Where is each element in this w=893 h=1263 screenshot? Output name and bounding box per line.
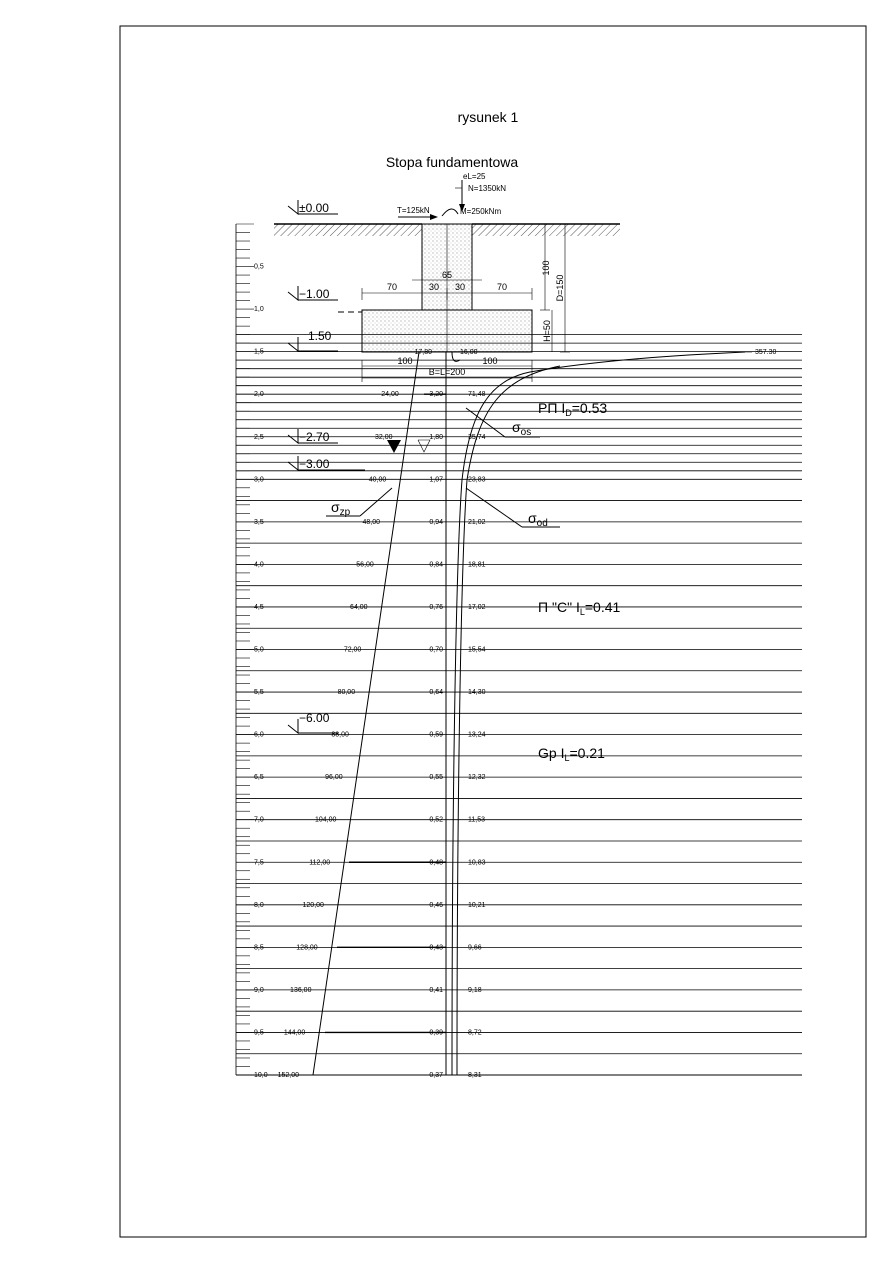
dim-30-left: 30 — [428, 282, 440, 292]
depth-label: 6,5 — [254, 774, 264, 782]
sigma-od-value: 15,54 — [468, 646, 486, 654]
dim-D: D=150 — [555, 274, 565, 302]
coefficient-value: 1,80 — [429, 433, 443, 441]
depth-label: 7,0 — [254, 816, 264, 824]
dim-B-L: B=L=200 — [428, 367, 466, 377]
loads — [397, 172, 506, 220]
sigma-zp-value: 136,00 — [290, 986, 312, 994]
coefficient-value: 0,41 — [429, 986, 443, 994]
load-M: M=250kNm — [460, 207, 502, 216]
load-eL: eL=25 — [463, 172, 486, 181]
level-minus-6: −6.00 — [299, 711, 330, 725]
coefficient-value: 0,48 — [429, 859, 443, 867]
depth-label: 3,0 — [254, 476, 264, 484]
dim-100-right: 100 — [482, 356, 498, 366]
sigma-zp-value: 64,00 — [350, 603, 368, 611]
coefficient-value: 0,39 — [429, 1029, 443, 1037]
load-N: N=1350kN — [468, 184, 507, 193]
depth-grid — [236, 224, 802, 1075]
sigma-zp-top: 17,80 — [414, 349, 432, 356]
coefficient-value: 0,84 — [429, 561, 443, 569]
sigma-od-label: $\sigma_{od}$ — [528, 510, 548, 529]
level-minus-1: −1.00 — [299, 287, 330, 301]
depth-label: 5,5 — [254, 689, 264, 697]
coefficient-value: 3,20 — [429, 391, 443, 399]
sigma-od-value: 18,81 — [468, 561, 486, 569]
depth-label: 3,5 — [254, 518, 264, 526]
depth-label: 10,0 — [254, 1072, 268, 1079]
depth-label: 2,5 — [254, 433, 264, 441]
dim-100-vertical: 100 — [541, 260, 551, 276]
coefficient-value: 1,07 — [429, 476, 443, 484]
coefficient-value: 0,55 — [429, 774, 443, 782]
sigma-zp-value: 88,00 — [331, 731, 349, 739]
sigma-zp-value: 152,00 — [277, 1072, 299, 1079]
sigma-zp-value: 144,00 — [283, 1029, 306, 1037]
sigma-zp-value: 128,00 — [296, 944, 318, 952]
sigma-zp-value: 96,00 — [325, 774, 343, 782]
coefficient-value: 0,37 — [429, 1072, 443, 1079]
depth-label: 4,5 — [254, 603, 264, 611]
water-table-open-icon — [418, 440, 430, 452]
sigma-zp-value: 112,00 — [309, 859, 331, 867]
level-minus-2-70: −2.70 — [299, 430, 330, 444]
depth-label: 1,0 — [254, 306, 264, 314]
sigma-od-value: 12,32 — [468, 774, 486, 782]
coefficient-value: 0,76 — [429, 603, 443, 611]
sigma-od-value: 35,74 — [468, 433, 486, 441]
dim-65: 65 — [441, 270, 453, 280]
level-ground: ±0.00 — [299, 201, 329, 215]
coefficient-value: 0,64 — [429, 689, 443, 697]
ground-hatch-right — [472, 224, 620, 236]
water-table-icon — [387, 440, 401, 453]
soil-layer-1: PΠ $I_D=0.53$ — [538, 400, 608, 418]
sigma-od-value: 17,02 — [468, 603, 486, 611]
sigma-zp-value: 32,00 — [374, 433, 393, 441]
depth-label: 8,0 — [254, 901, 264, 909]
depth-label: 0,5 — [254, 263, 264, 271]
sigma-zp-label: $\sigma_{zp}$ — [331, 499, 351, 518]
depth-label: 2,0 — [254, 391, 264, 399]
coefficient-value: 0,43 — [429, 944, 443, 952]
sigma-zp-value: 104,00 — [314, 816, 337, 824]
coefficient-value: 0,59 — [429, 731, 443, 739]
ground-hatch-left — [274, 224, 422, 236]
depth-label: 7,5 — [254, 859, 264, 867]
level-1-50: 1.50 — [308, 329, 332, 343]
sigma-zp-value: 120,00 — [302, 901, 324, 909]
dim-70-left: 70 — [386, 282, 398, 292]
soil-layer-2: Π "C" $I_L=0.41$ — [538, 599, 621, 617]
sigma-od-value: 9,66 — [468, 944, 482, 952]
sigma-zp-value: 72,00 — [343, 646, 362, 654]
sigma-zp-value: 40,00 — [368, 476, 387, 484]
sigma-od-value: 8,72 — [468, 1029, 482, 1037]
sigma-od-value: 14,30 — [468, 689, 486, 697]
sigma-os-top: 16,00 — [460, 349, 478, 356]
sigma-od-value: 23,83 — [468, 476, 486, 484]
sigma-zp-value: 80,00 — [337, 689, 356, 697]
depth-label: 4,0 — [254, 561, 264, 569]
depth-label: 9,0 — [254, 986, 264, 994]
level-minus-3: −3.00 — [299, 457, 330, 471]
depth-label: 5,0 — [254, 646, 264, 654]
sigma-od-value: 11,53 — [468, 816, 485, 824]
coefficient-value: 0,94 — [429, 518, 443, 526]
sigma-od-value: 13,24 — [468, 731, 486, 739]
load-T: T=125kN — [397, 206, 430, 215]
coefficient-value: 0,52 — [429, 816, 443, 824]
sigma-od-value: 10,21 — [468, 901, 486, 909]
drawing-title: rysunek 1 — [457, 109, 519, 125]
depth-label: 9,5 — [254, 1029, 264, 1037]
depth-label: 6,0 — [254, 731, 264, 739]
sigma-od-value: 8,31 — [468, 1072, 482, 1079]
sigma-max: 357.30 — [755, 349, 777, 356]
soil-layer-3: Gp $I_L=0.21$ — [538, 745, 605, 763]
sigma-zp-value: 24,00 — [381, 391, 399, 399]
sigma-od-value: 9,18 — [468, 986, 482, 994]
sigma-od-value: 10,83 — [468, 859, 486, 867]
sigma-zp-value: 56,00 — [356, 561, 374, 569]
coefficient-value: 0,70 — [429, 646, 443, 654]
drawing-subtitle: Stopa fundamentowa — [385, 154, 519, 170]
depth-label: 8,5 — [254, 944, 264, 952]
depth-label: 1,5 — [254, 348, 264, 356]
dim-70-right: 70 — [496, 282, 508, 292]
sigma-od-value: 21,02 — [468, 518, 486, 526]
sigma-labels — [326, 408, 560, 527]
sigma-os-label: $\sigma_{os}$ — [512, 419, 532, 438]
sigma-od-value: 71,48 — [468, 391, 486, 399]
dim-100-left: 100 — [397, 356, 413, 366]
dim-H: H=50 — [542, 320, 552, 342]
sigma-zp-value: 48,00 — [362, 518, 381, 526]
dim-30-right: 30 — [454, 282, 466, 292]
coefficient-value: 0,46 — [429, 901, 443, 909]
